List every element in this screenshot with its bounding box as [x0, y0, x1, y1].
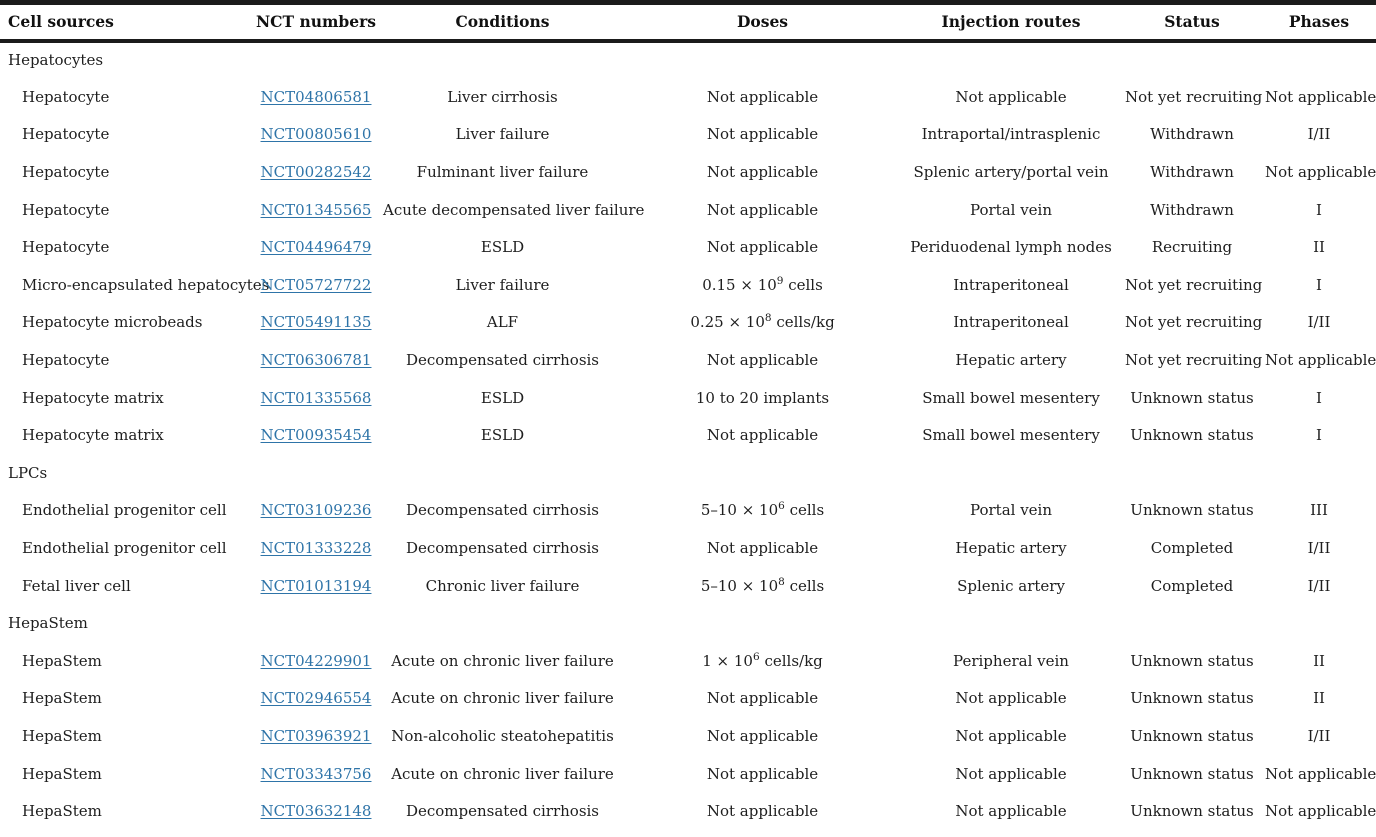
nct-link[interactable]: NCT00935454 [260, 426, 372, 445]
dose-value: $5-10 \times 10^8$ cells [700, 575, 825, 595]
phase-value: I/II [1307, 726, 1331, 745]
status-value: Unknown status [1130, 426, 1254, 445]
table-row [0, 379, 1376, 417]
phase-value: II [1313, 651, 1325, 670]
phase-value: II [1313, 689, 1325, 708]
condition-value: Fulminant liver failure [416, 163, 589, 182]
nct-link[interactable]: NCT00282542 [260, 163, 372, 182]
nct-cell [252, 416, 380, 454]
injection-route-value: Small bowel mesentery [922, 426, 1100, 445]
condition-value: Liver cirrhosis [447, 87, 558, 106]
status-value: Completed [1150, 576, 1234, 595]
dose-value: Not applicable [706, 726, 819, 745]
nct-link[interactable]: NCT03963921 [260, 726, 372, 745]
section-label: LPCs [8, 463, 48, 482]
cell-source-value: Hepatocyte [22, 200, 110, 219]
injection-route-value: Portal vein [969, 200, 1053, 219]
injection-route-value: Periduodenal lymph nodes [910, 238, 1112, 257]
injection-route-value: Hepatic artery [955, 539, 1067, 558]
header-row [0, 3, 1376, 41]
condition-value: Liver failure [455, 125, 550, 144]
dose-value: Not applicable [706, 426, 819, 445]
injection-route-value: Not applicable [955, 87, 1067, 106]
dose-value: $5-10 \times 10^6$ cells [700, 500, 825, 520]
condition-value: Acute decompensated liver failure [383, 200, 645, 219]
cell-source-value: Hepatocyte [22, 238, 110, 257]
column-header-route: Injection routes [900, 3, 1122, 41]
condition-value: Decompensated cirrhosis [405, 802, 600, 821]
phase-value: Not applicable [1265, 163, 1376, 182]
phase-value: I [1316, 388, 1322, 407]
injection-route-value: Portal vein [969, 501, 1053, 520]
section-row [0, 454, 1376, 492]
dose-value: $0.25 \times 10^8$ cells/kg [690, 312, 835, 332]
cell-source-value: Fetal liver cell [22, 576, 131, 595]
condition-value: Decompensated cirrhosis [405, 539, 600, 558]
dose-exponent: 9 [776, 274, 784, 287]
table-row [0, 642, 1376, 680]
nct-cell [252, 642, 380, 680]
nct-link[interactable]: NCT04229901 [260, 651, 372, 670]
dose-exponent: 6 [778, 500, 785, 513]
column-header-nct: NCT numbers [252, 3, 380, 41]
nct-cell [252, 567, 380, 605]
nct-cell [252, 717, 380, 755]
section-row [0, 604, 1376, 642]
table-row [0, 492, 1376, 530]
section-label: Hepatocytes [8, 51, 104, 70]
dose-value: Not applicable [706, 689, 819, 708]
dose-value: Not applicable [706, 125, 819, 144]
injection-route-value: Intraperitoneal [953, 313, 1069, 332]
status-value: Unknown status [1130, 689, 1254, 708]
status-value: Recruiting [1151, 238, 1233, 257]
phase-value: Not applicable [1265, 764, 1376, 783]
column-header-status: Status [1122, 3, 1262, 41]
injection-route-value: Splenic artery [957, 576, 1065, 595]
cell-source-value: HepaStem [22, 802, 102, 821]
section-label: HepaStem [8, 614, 88, 633]
table-row [0, 680, 1376, 718]
phase-value: Not applicable [1265, 351, 1376, 370]
table-row [0, 341, 1376, 379]
injection-route-value: Splenic artery/portal vein [913, 163, 1109, 182]
cell-source-value: Hepatocyte matrix [22, 388, 164, 407]
nct-cell [252, 492, 380, 530]
table-row [0, 792, 1376, 830]
dose-value: 10 to 20 implants [695, 388, 830, 407]
status-value: Not yet recruiting [1125, 87, 1263, 106]
table-row [0, 228, 1376, 266]
status-value: Not yet recruiting [1125, 313, 1263, 332]
nct-cell [252, 116, 380, 154]
condition-value: Acute on chronic liver failure [391, 651, 614, 670]
nct-cell [252, 792, 380, 830]
nct-cell [252, 529, 380, 567]
condition-value: Non-alcoholic steatohepatitis [391, 726, 614, 745]
nct-link[interactable]: NCT05727722 [260, 275, 372, 294]
cell-source-value: Hepatocyte matrix [22, 426, 164, 445]
column-header-dose: Doses [625, 3, 900, 41]
phase-value: I [1316, 200, 1322, 219]
nct-cell [252, 191, 380, 229]
dose-value: Not applicable [706, 163, 819, 182]
injection-route-value: Hepatic artery [955, 351, 1067, 370]
nct-cell [252, 755, 380, 793]
table-body [0, 41, 1376, 830]
phase-value: I/II [1307, 576, 1331, 595]
table-row [0, 266, 1376, 304]
status-value: Unknown status [1130, 501, 1254, 520]
cell-source-value: HepaStem [22, 764, 102, 783]
table-row [0, 78, 1376, 116]
injection-route-value: Intraperitoneal [953, 275, 1069, 294]
table-header [0, 3, 1376, 41]
condition-value: Acute on chronic liver failure [391, 689, 614, 708]
injection-route-value: Not applicable [955, 726, 1067, 745]
status-value: Not yet recruiting [1125, 275, 1263, 294]
phase-value: I/II [1307, 539, 1331, 558]
nct-cell [252, 228, 380, 266]
injection-route-value: Not applicable [955, 689, 1067, 708]
dose-value: $0.15 \times 10^9$ cells [702, 274, 823, 294]
column-header-cell_source: Cell sources [0, 3, 252, 41]
table-row [0, 153, 1376, 191]
phase-value: III [1310, 501, 1328, 520]
nct-link[interactable]: NCT01335568 [260, 388, 372, 407]
cell-source-value: Hepatocyte [22, 351, 110, 370]
condition-value: Liver failure [455, 275, 550, 294]
injection-route-value: Not applicable [955, 802, 1067, 821]
table-row [0, 755, 1376, 793]
injection-route-value: Intraportal/intrasplenic [921, 125, 1101, 144]
dose-value: Not applicable [706, 87, 819, 106]
nct-cell [252, 153, 380, 191]
cell-source-value: HepaStem [22, 651, 102, 670]
phase-value: I/II [1307, 125, 1331, 144]
table-row [0, 717, 1376, 755]
cell-source-value: Hepatocyte [22, 87, 110, 106]
status-value: Unknown status [1130, 802, 1254, 821]
dose-value: Not applicable [706, 539, 819, 558]
nct-cell [252, 379, 380, 417]
table-row [0, 416, 1376, 454]
condition-value: Decompensated cirrhosis [405, 501, 600, 520]
nct-link[interactable]: NCT02946554 [260, 689, 372, 708]
nct-link[interactable]: NCT06306781 [260, 351, 372, 370]
injection-route-value: Small bowel mesentery [922, 388, 1100, 407]
status-value: Withdrawn [1150, 163, 1234, 182]
condition-value: Decompensated cirrhosis [405, 351, 600, 370]
status-value: Not yet recruiting [1125, 351, 1263, 370]
status-value: Unknown status [1130, 764, 1254, 783]
nct-link[interactable]: NCT04496479 [260, 238, 372, 257]
column-header-phase: Phases [1262, 3, 1376, 41]
nct-cell [252, 680, 380, 718]
cell-source-value: Endothelial progenitor cell [22, 539, 227, 558]
condition-value: ALF [486, 313, 519, 332]
phase-value: I/II [1307, 313, 1331, 332]
table-row [0, 116, 1376, 154]
table-row [0, 567, 1376, 605]
table-row [0, 529, 1376, 567]
nct-cell [252, 78, 380, 116]
column-header-condition: Conditions [380, 3, 625, 41]
status-value: Withdrawn [1150, 200, 1234, 219]
nct-cell [252, 304, 380, 342]
cell-source-value: Hepatocyte [22, 125, 110, 144]
dose-value: Not applicable [706, 351, 819, 370]
phase-value: I [1316, 275, 1322, 294]
cell-source-value: HepaStem [22, 726, 102, 745]
cell-source-value: Endothelial progenitor cell [22, 501, 227, 520]
nct-cell [252, 341, 380, 379]
condition-value: ESLD [480, 426, 525, 445]
nct-cell [252, 266, 380, 304]
section-row [0, 41, 1376, 79]
cell-source-value: Hepatocyte [22, 163, 110, 182]
phase-value: II [1313, 238, 1325, 257]
status-value: Unknown status [1130, 651, 1254, 670]
nct-link[interactable]: NCT00805610 [260, 125, 372, 144]
condition-value: ESLD [480, 388, 525, 407]
phase-value: Not applicable [1265, 802, 1376, 821]
dose-value: Not applicable [706, 238, 819, 257]
table-row [0, 191, 1376, 229]
dose-value: $1 \times 10^6$ cells/kg [702, 650, 823, 670]
nct-link[interactable]: NCT03632148 [260, 802, 372, 821]
phase-value: I [1316, 426, 1322, 445]
nct-link[interactable]: NCT01345565 [260, 200, 372, 219]
injection-route-value: Peripheral vein [953, 651, 1069, 670]
condition-value: Acute on chronic liver failure [391, 764, 614, 783]
injection-route-value: Not applicable [955, 764, 1067, 783]
dose-exponent: 6 [752, 650, 760, 663]
condition-value: Chronic liver failure [425, 576, 580, 595]
dose-value: Not applicable [706, 200, 819, 219]
cell-source-value: Micro-encapsulated hepatocytes [22, 275, 270, 294]
dose-exponent: 8 [778, 575, 785, 588]
dose-value: Not applicable [706, 764, 819, 783]
nct-link[interactable]: NCT05491135 [260, 313, 372, 332]
cell-source-value: Hepatocyte microbeads [22, 313, 203, 332]
dose-exponent: 8 [764, 312, 772, 325]
nct-link[interactable]: NCT03109236 [260, 501, 372, 520]
nct-link[interactable]: NCT04806581 [260, 87, 372, 106]
table-row [0, 304, 1376, 342]
phase-value: Not applicable [1265, 87, 1376, 106]
nct-link[interactable]: NCT01013194 [260, 576, 372, 595]
status-value: Unknown status [1130, 388, 1254, 407]
cell-source-value: HepaStem [22, 689, 102, 708]
status-value: Completed [1150, 539, 1234, 558]
status-value: Withdrawn [1150, 125, 1234, 144]
status-value: Unknown status [1130, 726, 1254, 745]
dose-value: Not applicable [706, 802, 819, 821]
condition-value: ESLD [480, 238, 525, 257]
nct-link[interactable]: NCT01333228 [260, 539, 372, 558]
nct-link[interactable]: NCT03343756 [260, 764, 372, 783]
